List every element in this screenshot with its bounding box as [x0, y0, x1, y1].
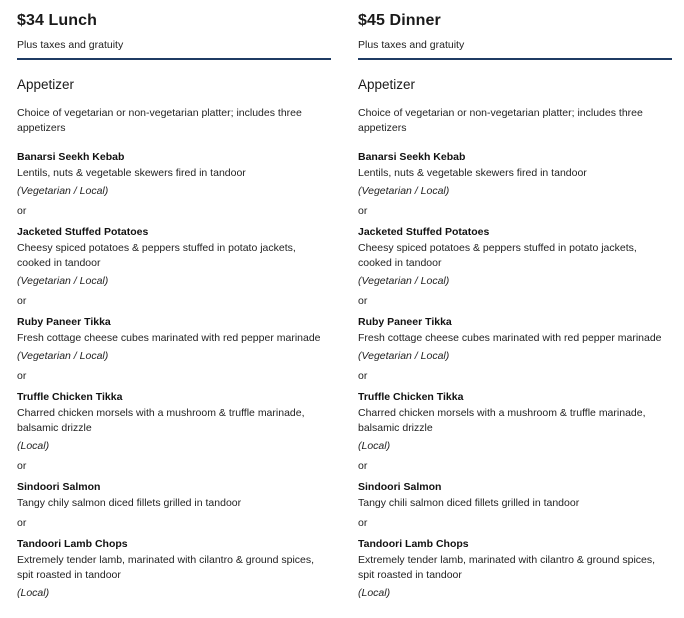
- dish-description: Tangy chili salmon diced fillets grilled in tandoor: [358, 497, 580, 509]
- or-separator: or: [358, 460, 368, 472]
- dish-item: [358, 537, 672, 601]
- dish-description: Extremely tender lamb, marinated with cilantro & ground spices, spit roasted in tandoor: [17, 554, 315, 581]
- dish-name: Ruby Paneer Tikka: [17, 316, 111, 328]
- dish-name: Banarsi Seekh Kebab: [358, 151, 466, 163]
- dish-name: Ruby Paneer Tikka: [358, 316, 452, 328]
- dish-tag: (Local): [358, 587, 391, 599]
- dish-description: Tangy chily salmon diced fillets grilled in tandoor: [17, 497, 242, 509]
- or-separator: or: [17, 370, 27, 382]
- dish-item: [358, 150, 672, 199]
- dish-name: Sindoori Salmon: [358, 481, 442, 493]
- dish-name: Jacketed Stuffed Potatoes: [358, 226, 490, 238]
- dish-description: Fresh cottage cheese cubes marinated with red pepper marinade: [358, 332, 662, 344]
- dish-name: Truffle Chicken Tikka: [17, 391, 123, 403]
- dish-description: Lentils, nuts & vegetable skewers fired in tandoor: [358, 167, 587, 179]
- price-subtitle: Plus taxes and gratuity: [17, 39, 124, 51]
- dish-description: Charred chicken morsels with a mushroom & truffle marinade, balsamic drizzle: [17, 407, 305, 434]
- section-heading: Appetizer: [358, 77, 416, 92]
- or-separator: or: [17, 205, 27, 217]
- dish-tag: (Vegetarian / Local): [17, 275, 109, 287]
- dish-tag: (Local): [17, 440, 50, 452]
- price-subtitle: Plus taxes and gratuity: [358, 39, 465, 51]
- dish-item: [17, 150, 331, 199]
- dish-tag: (Local): [358, 440, 391, 452]
- or-separator: or: [17, 295, 27, 307]
- dish-description: Extremely tender lamb, marinated with cilantro & ground spices, spit roasted in tandoor: [358, 554, 656, 581]
- dish-tag: (Vegetarian / Local): [358, 275, 450, 287]
- dish-item: [358, 315, 672, 364]
- dish-item: [358, 390, 672, 454]
- dish-item: [17, 480, 331, 511]
- dish-description: Cheesy spiced potatoes & peppers stuffed in potato jackets, cooked in tandoor: [17, 242, 296, 269]
- dish-item: [17, 537, 331, 601]
- dish-name: Banarsi Seekh Kebab: [17, 151, 125, 163]
- dish-item: [358, 480, 672, 511]
- dish-description: Charred chicken morsels with a mushroom & truffle marinade, balsamic drizzle: [358, 407, 646, 434]
- or-separator: or: [358, 517, 368, 529]
- divider-rule: [17, 58, 331, 60]
- dish-list: [17, 150, 331, 601]
- dish-name: Sindoori Salmon: [17, 481, 101, 493]
- divider-rule: [358, 58, 672, 60]
- or-separator: or: [17, 460, 27, 472]
- dish-tag: (Vegetarian / Local): [358, 350, 450, 362]
- dish-tag: (Local): [17, 587, 50, 599]
- dish-list: [358, 150, 672, 601]
- price-title: $34 Lunch: [17, 12, 98, 29]
- dish-description: Lentils, nuts & vegetable skewers fired in tandoor: [17, 167, 246, 179]
- or-separator: or: [358, 205, 368, 217]
- price-title: $45 Dinner: [358, 12, 441, 29]
- dish-name: Truffle Chicken Tikka: [358, 391, 464, 403]
- dish-tag: (Vegetarian / Local): [17, 185, 109, 197]
- section-heading: Appetizer: [17, 77, 75, 92]
- dish-name: Jacketed Stuffed Potatoes: [17, 226, 149, 238]
- or-separator: or: [358, 370, 368, 382]
- or-separator: or: [358, 295, 368, 307]
- dish-tag: (Vegetarian / Local): [358, 185, 450, 197]
- dish-name: Tandoori Lamb Chops: [17, 538, 128, 550]
- section-description: Choice of vegetarian or non-vegetarian platter; includes three appetizers: [17, 107, 302, 134]
- dish-item: [17, 225, 331, 289]
- dish-description: Fresh cottage cheese cubes marinated with red pepper marinade: [17, 332, 321, 344]
- dish-item: [17, 315, 331, 364]
- section-description: Choice of vegetarian or non-vegetarian platter; includes three appetizers: [358, 107, 643, 134]
- dish-name: Tandoori Lamb Chops: [358, 538, 469, 550]
- dish-item: [17, 390, 331, 454]
- dish-tag: (Vegetarian / Local): [17, 350, 109, 362]
- dish-description: Cheesy spiced potatoes & peppers stuffed in potato jackets, cooked in tandoor: [358, 242, 637, 269]
- dish-item: [358, 225, 672, 289]
- or-separator: or: [17, 517, 27, 529]
